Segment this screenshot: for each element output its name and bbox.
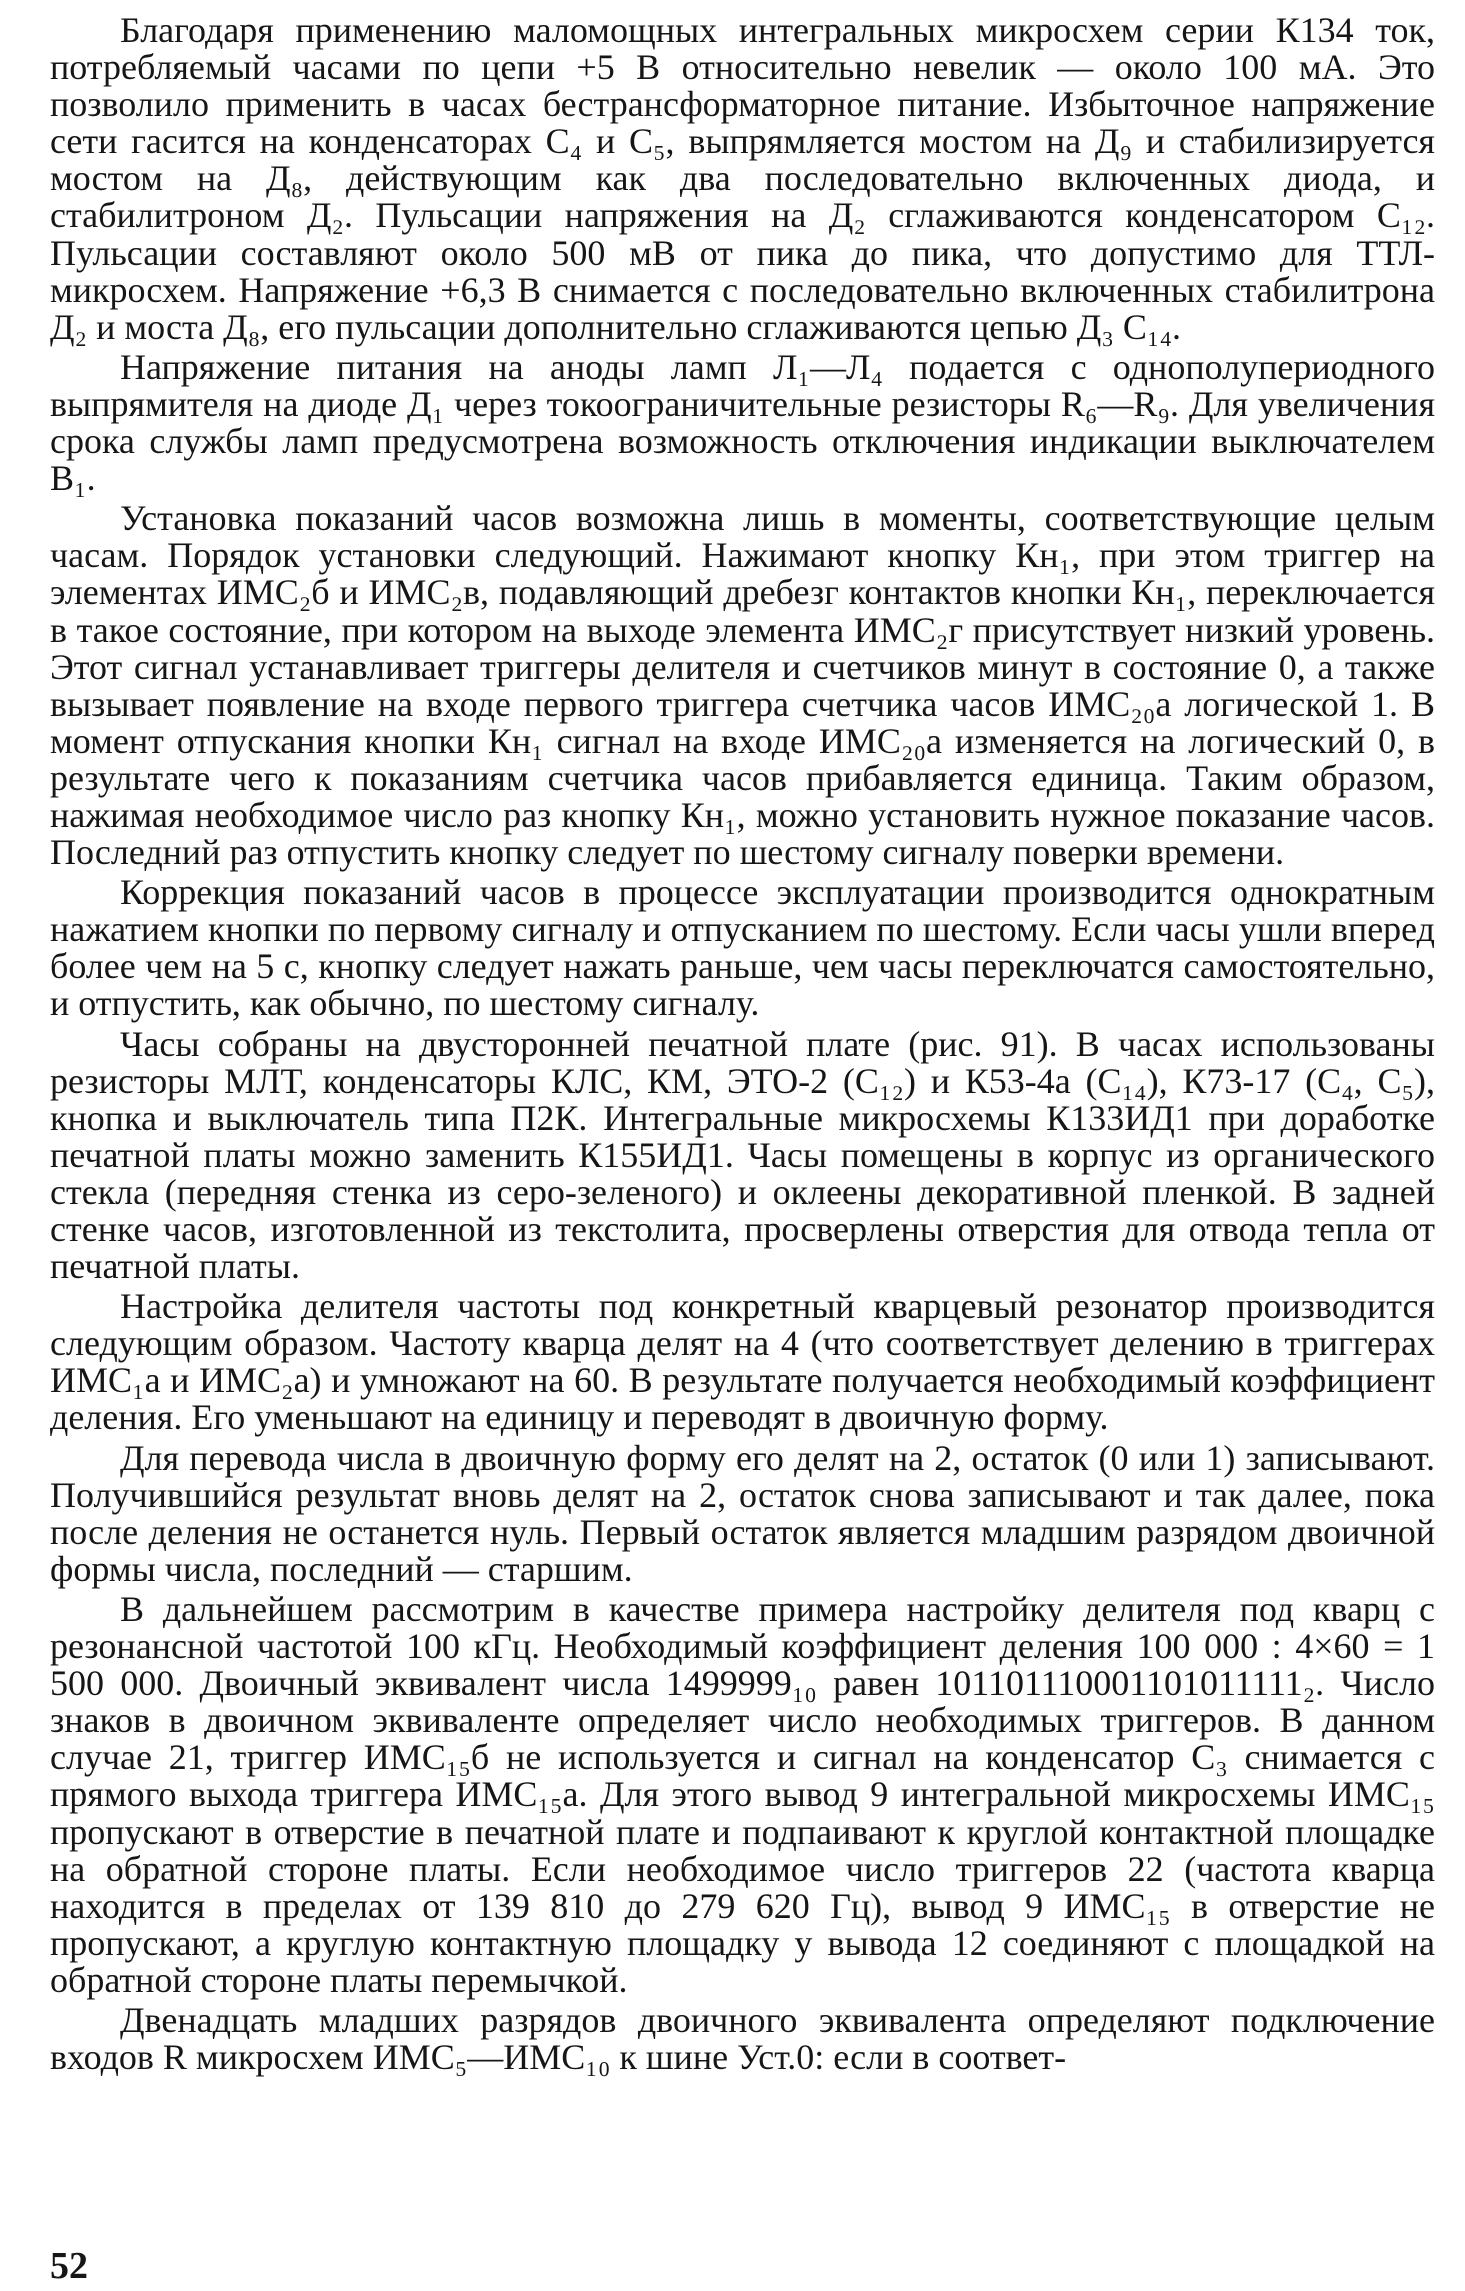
paragraph-example: В дальнейшем рассмотрим в качестве примера настройку делителя под кварц с резонансной частотой 100 кГц. Необходимый коэффициент деления 100 000 : 4×60 = 1 500 000. Двоичный эквивалент числа 1499999₁₀ равен 101101110001101011111₂. Число знаков в двоичном эквиваленте определяет число необходимых триггеров. В данном случае 21, триггер ИМС₁₅б не используется и сигнал на конденсатор С₃ снимается с прямого выхода триггера ИМС₁₅а. Для этого вывод 9 интегральной микросхемы ИМС₁₅ пропускают в отверстие в печатной плате и подпаивают к круглой контактной площадке на обратной стороне платы. Если необходимое число триггеров 22 (частота кварца находится в пределах от 139 810 до 279 620 Гц), вывод 9 ИМС₁₅ в отверстие не пропускают, а круглую контактную площадку у вывода 12 соединяют с площадкой на обратной стороне платы перемычкой. xyxy=(50,1588,1435,2000)
paragraph-time-setting: Установка показаний часов возможна лишь в моменты, соответствующие целым часам. Порядок установки следующий. Нажимают кнопку Кн₁, при этом триггер на элементах ИМС₂б и ИМС₂в, подавляющий дребезг контактов кнопки Кн₁, переключается в такое состояние, при котором на выходе элемента ИМС₂г присутствует низкий уровень. Этот сигнал устанавливает триггеры делителя и счетчиков минут в состояние 0, а также вызывает появление на входе первого триггера счетчика часов ИМС₂₀а логической 1. В момент отпускания кнопки Кн₁ сигнал на входе ИМС₂₀а изменяется на логический 0, в результате чего к показаниям счетчика часов прибавляется единица. Таким образом, нажимая необходимое число раз кнопку Кн₁, можно установить нужное показание часов. Последний раз отпустить кнопку следует по шестому сигналу поверки времени. xyxy=(50,498,1435,873)
page-body xyxy=(50,12,1435,2079)
paragraph-binary-conversion: Для перевода числа в двоичную форму его делят на 2, остаток (0 или 1) записывают. Получившийся результат вновь делят на 2, остаток снова записывают и так далее, пока после деления не останется нуль. Первый остаток является младшим разрядом двоичной формы числа, последний — старшим. xyxy=(50,1437,1435,1589)
page-number: 52 xyxy=(50,2245,88,2287)
paragraph-power-supply: Благодаря применению маломощных интегральных микросхем серии К134 ток, потребляемый часами по цепи +5 В относительно невелик — около 100 мА. Это позволило применить в часах бестрансформаторное питание. Избыточное напряжение сети гасится на конденсаторах С₄ и С₅, выпрямляется мостом на Д₉ и стабилизируется мостом на Д₈, действующим как два последовательно включенных диода, и стабилитроном Д₂. Пульсации напряжения на Д₂ сглаживаются конденсатором С₁₂. Пульсации составляют около 500 мВ от пика до пика, что допустимо для ТТЛ-микросхем. Напряжение +6,3 В снимается с последовательно включенных стабилитрона Д₂ и моста Д₈, его пульсации дополнительно сглаживаются цепью Д₃ С₁₄. xyxy=(50,10,1435,347)
paragraph-divider-tuning: Настройка делителя частоты под конкретный кварцевый резонатор производится следующим образом. Частоту кварца делят на 4 (что соответствует делению в триггерах ИМС₁а и ИМС₂а) и умножают на 60. В результате получается необходимый коэффициент деления. Его уменьшают на единицу и переводят в двоичную форму. xyxy=(50,1286,1435,1438)
paragraph-low-bits: Двенадцать младших разрядов двоичного эквивалента определяют подключение входов R микросхем ИМС₅—ИМС₁₀ к шине Уст.0: если в соответ- xyxy=(50,1999,1435,2078)
paragraph-construction: Часы собраны на двусторонней печатной плате (рис. 91). В часах использованы резисторы МЛТ, конденсаторы КЛС, КМ, ЭТО-2 (С₁₂) и К53-4а (С₁₄), К73-17 (С₄, С₅), кнопка и выключатель типа П2К. Интегральные микросхемы К133ИД1 при доработке печатной платы можно заменить К155ИД1. Часы помещены в корпус из органического стекла (передняя стенка из серо-зеленого) и оклеены декоративной пленкой. В задней стенке часов, изготовленной из текстолита, просверлены отверстия для отвода тепла от печатной платы. xyxy=(50,1023,1435,1287)
paragraph-correction: Коррекция показаний часов в процессе эксплуатации производится однократным нажатием кнопки по первому сигналу и отпусканием по шестому. Если часы ушли вперед более чем на 5 с, кнопку следует нажать раньше, чем часы переключатся самостоятельно, и отпустить, как обычно, по шестому сигналу. xyxy=(50,872,1435,1024)
paragraph-lamp-anodes: Напряжение питания на аноды ламп Л₁—Л₄ подается с однополупериодного выпрямителя на диоде Д₁ через токоограничительные резисторы R₆—R₉. Для увеличения срока службы ламп предусмотрена возможность отключения индикации выключателем В₁. xyxy=(50,346,1435,499)
